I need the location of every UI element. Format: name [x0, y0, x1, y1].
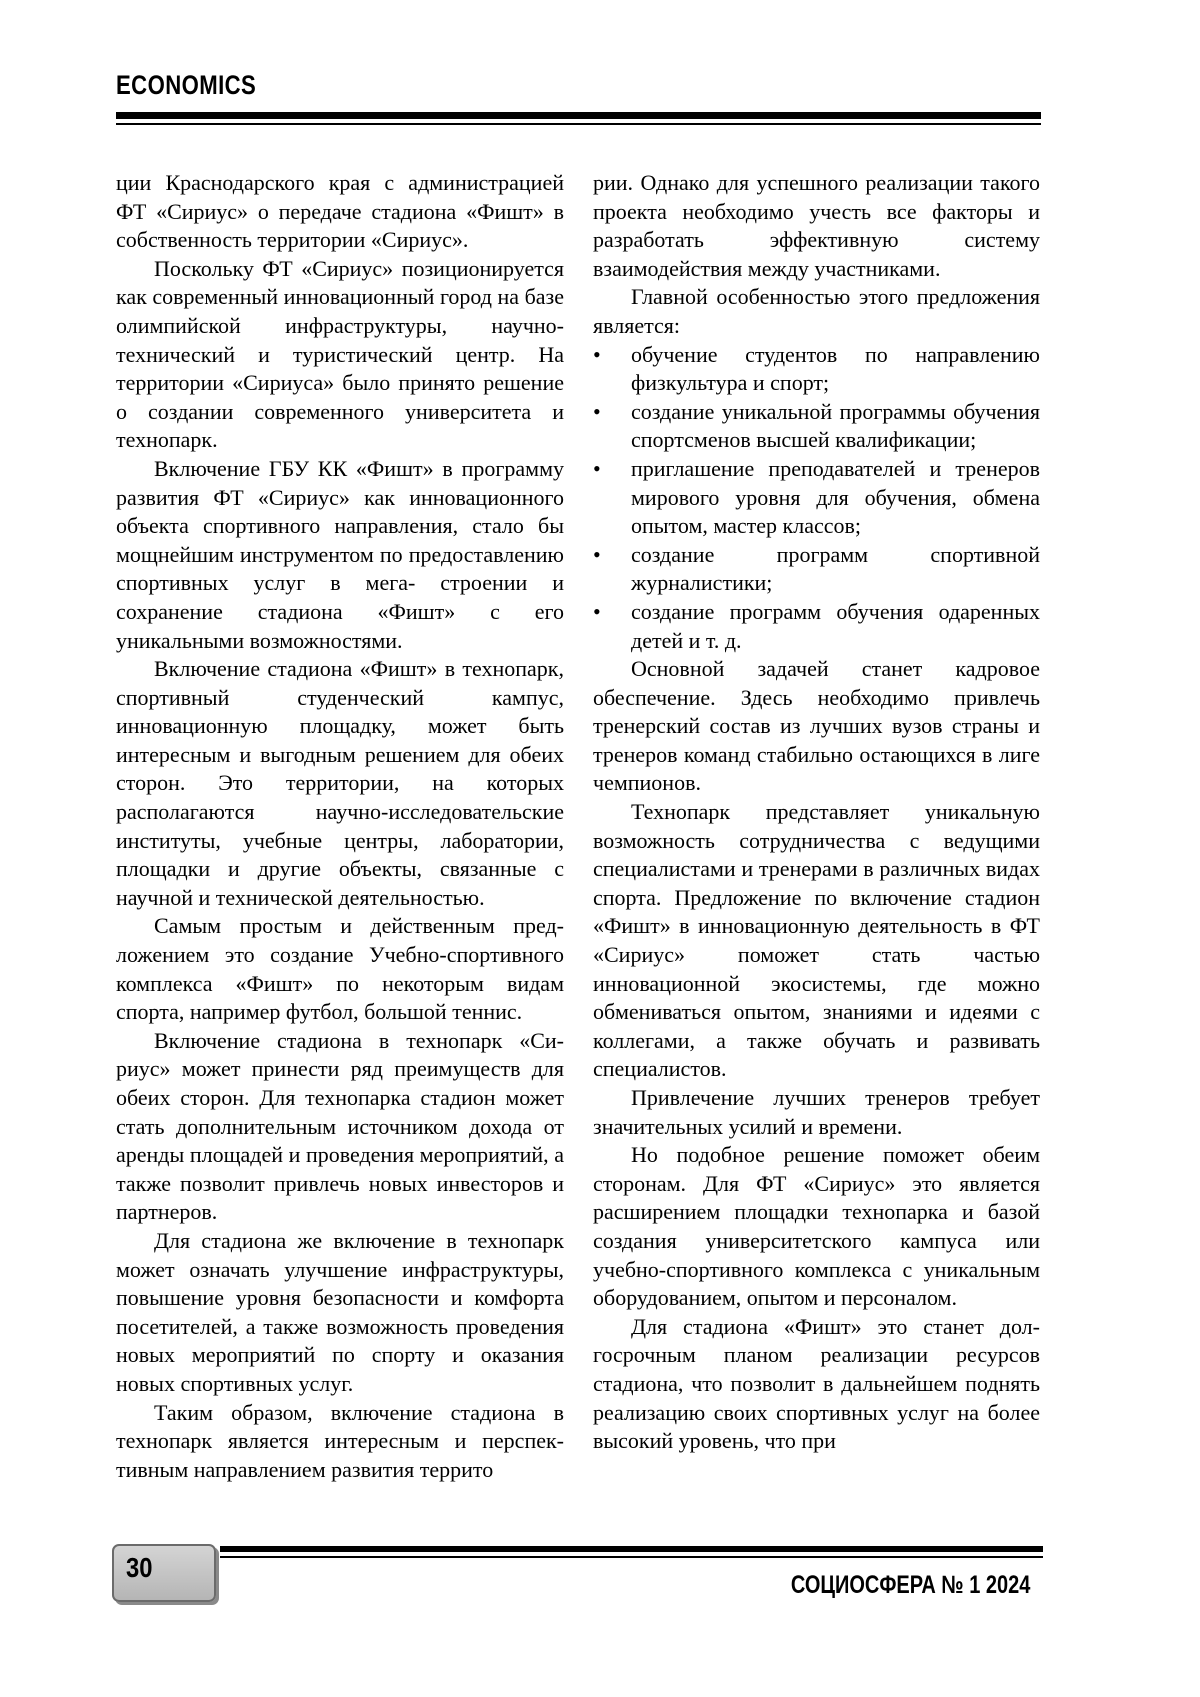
- paragraph: Привлечение лучших тренеров требует значительных усилий и времени.: [593, 1085, 1040, 1139]
- paragraph: Технопарк представляет уникальную возможность сотрудничества с ведущими специалистами и тренерами в различных видах спорта. Предложение по включение стадион «Фишт» в инновационную деятельность в ФТ «Сириус» поможет стать частью инновационной экосистемы, где можно обмениваться опытом, знаниями и идеями с коллегами, а также обучать и развивать специалистов.: [593, 799, 1040, 1082]
- footer-rule-thin: [220, 1556, 1043, 1558]
- list-item-text: создание уникальной программы обучения спортсменов высшей квалификации;: [631, 398, 1040, 453]
- left-column: [116, 169, 564, 1484]
- bullet-icon: •: [593, 598, 601, 624]
- list-item: [593, 398, 1040, 455]
- list-item-text: создание программ обучения одаренных детей и т. д.: [631, 598, 1040, 653]
- paragraph: рии. Однако для успешного реализации такого проекта необходимо учесть все факторы и разработать эффективную систему взаимодействия между участниками.: [593, 170, 1040, 281]
- list-item-text: обучение студентов по направлению физкультура и спорт;: [631, 341, 1040, 396]
- bullet-icon: •: [593, 541, 601, 567]
- paragraph: Таким образом, включение стадиона в технопарк является интересным и перспективным направлением развития террито: [116, 1399, 564, 1482]
- footer-rule-thick: [220, 1546, 1043, 1552]
- paragraph: Но подобное решение поможет обеим сторонам. Для ФТ «Сириус» это является расширением площадки технопарка и базой создания университетского кампуса или учебно-спортивного комплекса с уникальным оборудованием, опытом и персоналом.: [593, 1142, 1040, 1311]
- header-rule-thin: [116, 123, 1041, 125]
- bullet-icon: •: [593, 341, 601, 367]
- list-item: [593, 455, 1040, 541]
- list-item-text: создание программ спортивной журналистики;: [631, 541, 1040, 596]
- section-title: ECONOMICS: [116, 70, 257, 100]
- list-item-text: приглашение преподавателей и тренеров мирового уровня для обучения, обмена опытом, мастер классов;: [631, 455, 1040, 539]
- bullet-icon: •: [593, 455, 601, 481]
- paragraph: ции Краснодарского края с администрацией ФТ «Сириус» о передаче стадиона «Фишт» в собственность территории «Сириус».: [116, 170, 564, 253]
- list-item: [593, 598, 1040, 655]
- bullet-icon: •: [593, 398, 601, 424]
- paragraph: Для стадиона «Фишт» это станет долгосрочным планом реализации ресурсов стадиона, что позволит в дальнейшем поднять реализацию своих спортивных услуг на более высокий уровень, что при: [593, 1313, 1040, 1454]
- header-rule-thick: [116, 112, 1041, 119]
- paragraph: Включение стадиона «Фишт» в технопарк, спортивный студенческий кампус, инновационную площадку, может быть интересным и выгодным решением для обеих сторон. Это территории, на которых располагаются научно-исследовательские институты, учебные центры, лаборатории, площадки и другие объекты, связанные с научной и технической деятельностью.: [116, 656, 564, 910]
- bullet-list: [593, 341, 1040, 656]
- list-item: [593, 341, 1040, 398]
- page-number: 30: [126, 1552, 153, 1583]
- right-column: [593, 169, 1040, 1456]
- paragraph: Включение ГБУ КК «Фишт» в программу развития ФТ «Сириус» как инновационного объекта спортивного направления, стало бы мощнейшим инструментом по предоставлению спортивных услуг в мега- строении и сохранение стадиона «Фишт» с его уникальными возможностями.: [116, 455, 564, 653]
- paragraph: Самым простым и действенным предложением это создание Учебно-спортивного комплекса «Фишт» по некоторым видам спорта, например футбол, большой теннис.: [116, 913, 564, 1025]
- list-item: [593, 541, 1040, 598]
- paragraph: Включение стадиона в технопарк «Сириус» может принести ряд преимуществ для обеих сторон. Для технопарка стадион может стать дополнительным источником дохода от аренды площадей и проведения мероприятий, а также позволит привлечь новых инвесторов и партнеров.: [116, 1027, 564, 1225]
- paragraph: Поскольку ФТ «Сириус» позиционируется как современный инновационный город на базе олимпийской инфраструктуры, научно-технический и туристический центр. На территории «Сириуса» было принято решение о создании современного университета и технопарк.: [116, 255, 564, 453]
- journal-issue: СОЦИОСФЕРА № 1 2024: [790, 1571, 1030, 1599]
- page-number-badge: [112, 1544, 216, 1602]
- paragraph: Основной задачей станет кадровое обеспечение. Здесь необходимо привлечь тренерский состав из лучших вузов страны и тренеров команд стабильно остающихся в лиге чемпионов.: [593, 656, 1040, 796]
- paragraph: Главной особенностью этого предложения является:: [593, 284, 1040, 338]
- paragraph: Для стадиона же включение в технопарк может означать улучшение инфраструктуры, повышение уровня безопасности и комфорта посетителей, а также возможность проведения новых мероприятий по спорту и оказания новых спортивных услуг.: [116, 1227, 564, 1396]
